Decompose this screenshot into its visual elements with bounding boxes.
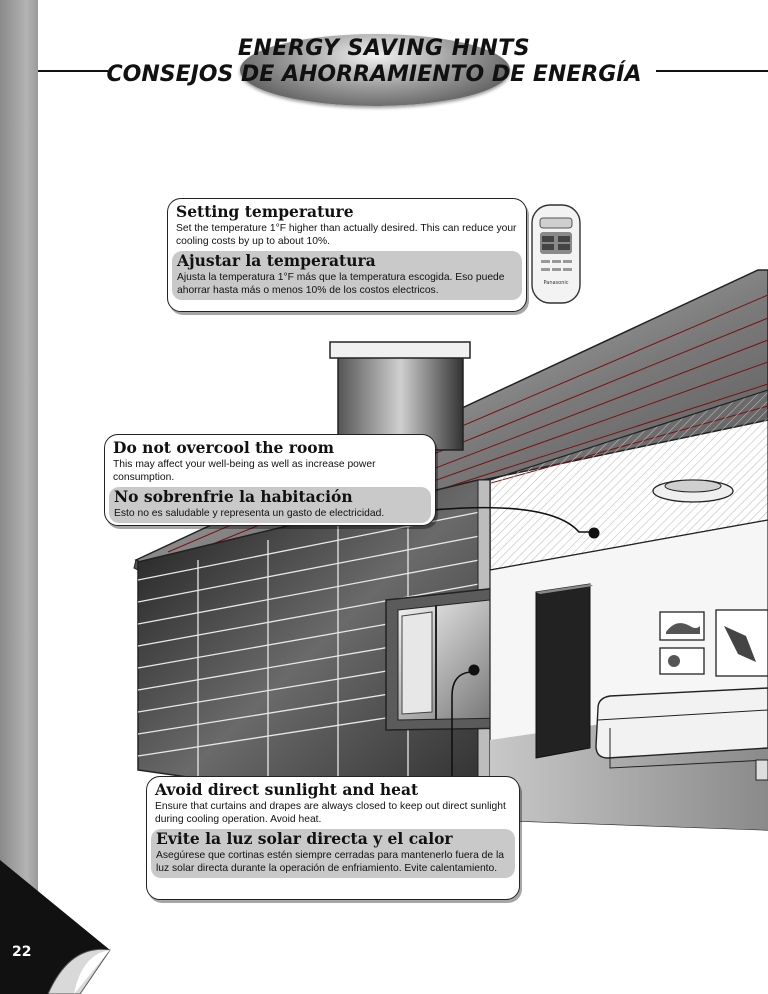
tip-spanish-panel	[172, 251, 522, 300]
tip-text-en: Ensure that curtains and drapes are always closed to keep out direct sunlight during cooling operation. Avoid heat.	[155, 801, 506, 825]
tip-title-es: Evite la luz solar directa y el calor	[156, 829, 453, 848]
tip-text-es: Asegúrese que cortinas estén siempre cerradas para mantenerlo fuera de la luz solar directa durante la operación de enfriamiento. Evite calentamiento.	[156, 850, 505, 874]
tip-text-es: Ajusta la temperatura 1°F más que la temperatura escogida. Eso puede ahorrar hasta más o menos 10% de los costos electricos.	[177, 272, 505, 296]
page-curl-corner	[0, 860, 140, 994]
remote-control	[532, 205, 580, 303]
tip-spanish-panel	[151, 829, 515, 878]
page-title-es: CONSEJOS DE AHORRAMIENTO DE ENERGÍA	[106, 62, 642, 87]
callout-dot-ceiling	[589, 528, 600, 539]
tip-text-en: Set the temperature 1°F higher than actually desired. This can reduce your cooling costs by up to about 10%.	[176, 223, 517, 247]
callout-dot-window	[469, 665, 480, 676]
tip-title-en: Do not overcool the room	[113, 438, 335, 457]
tip-title-en: Setting temperature	[176, 202, 354, 221]
tip-spanish-panel	[109, 487, 431, 523]
tip-card-sunlight	[146, 776, 520, 900]
tip-text-es: Esto no es saludable y representa un gasto de electricidad.	[114, 508, 385, 519]
tip-text-en: This may affect your well-being as well as increase power consumption.	[113, 459, 376, 483]
tip-title-es: No sobrenfrie la habitación	[114, 487, 353, 506]
tip-card-overcool	[104, 434, 436, 526]
page-header	[0, 28, 768, 108]
tip-card-setting-temperature	[167, 198, 527, 312]
page-number: 22	[12, 944, 32, 960]
tip-title-es: Ajustar la temperatura	[177, 251, 376, 270]
remote-brand-label: Panasonic	[543, 280, 569, 286]
tip-title-en: Avoid direct sunlight and heat	[155, 780, 419, 799]
left-margin-bar	[0, 0, 38, 994]
page-title-en: ENERGY SAVING HINTS	[237, 36, 531, 61]
